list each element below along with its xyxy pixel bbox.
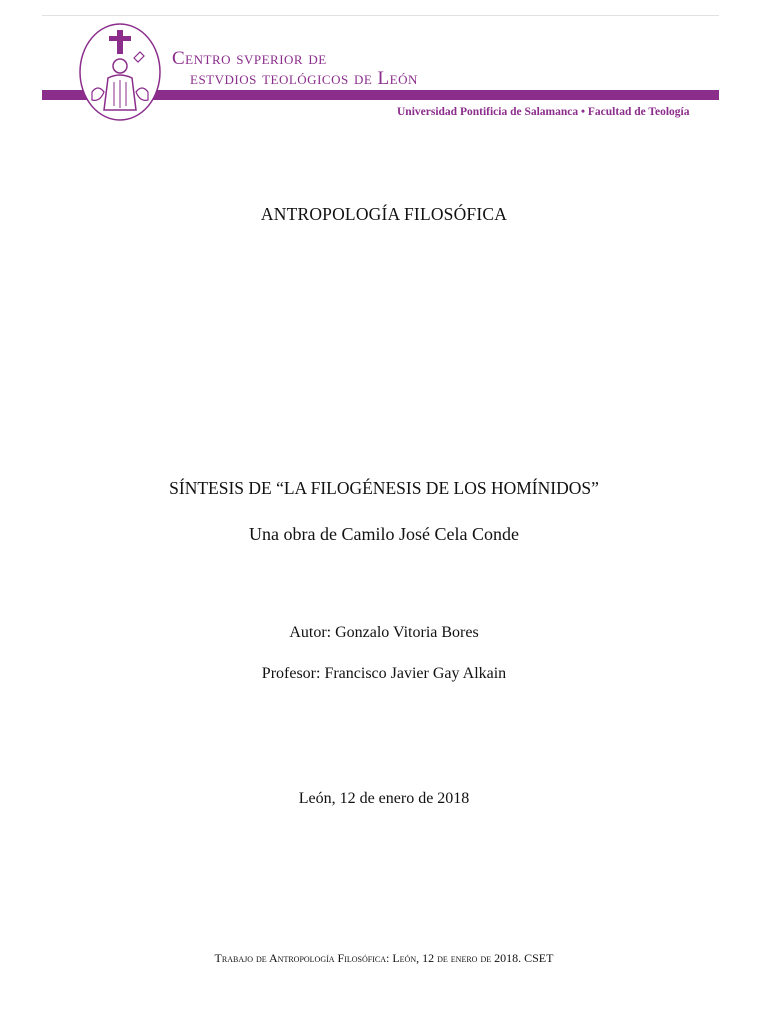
page-footer: Trabajo de Antropología Filosófica: León, 12 de enero de 2018. CSET (214, 951, 554, 965)
course-title: ANTROPOLOGÍA FILOSÓFICA (260, 204, 508, 224)
institution-name-line1: Centro svperior de (172, 48, 327, 69)
work-reference: Una obra de Camilo José Cela Conde (249, 524, 519, 544)
date-line: León, 12 de enero de 2018 (298, 790, 470, 807)
institution-name-line2: estvdios teológicos de León (190, 68, 418, 89)
author-line: Autor: Gonzalo Vitoria Bores (289, 624, 479, 641)
letterhead (0, 0, 768, 130)
document-title: SÍNTESIS DE “LA FILOGÉNESIS DE LOS HOMÍNIDOS” (169, 478, 599, 498)
affiliation-text: Universidad Pontificia de Salamanca • Facultad de Teología (397, 106, 690, 118)
institution-seal-icon (78, 22, 162, 122)
professor-line: Profesor: Francisco Javier Gay Alkain (261, 665, 507, 682)
